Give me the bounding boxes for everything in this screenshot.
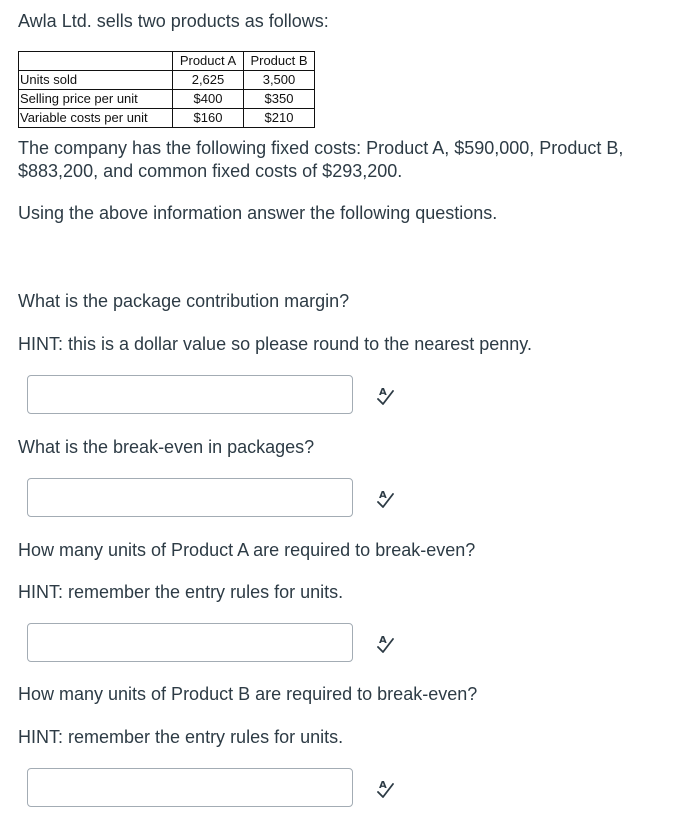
answer-input-4[interactable] [27,768,353,807]
question-3-text: How many units of Product A are required to break-even? [18,540,476,560]
question-3-hint: HINT: remember the entry rules for units. [18,582,344,602]
question-1-text: What is the package contribution margin? [18,291,350,311]
cell-product-b: $350 [244,90,315,109]
answer-input-2[interactable] [27,478,353,517]
answer-input-3[interactable] [27,623,353,662]
fixed-costs-line-2: $883,200, and common fixed costs of $293,200. [18,161,403,181]
cell-product-a: $160 [173,109,244,128]
row-label: Selling price per unit [19,90,173,109]
answer-input-1[interactable] [27,375,353,414]
table-row [19,90,315,109]
table-row [19,71,315,90]
spellcheck-icon[interactable] [374,777,398,801]
table-row [19,109,315,128]
fixed-costs-text [18,137,678,183]
cell-product-a: $400 [173,90,244,109]
intro-text: Awla Ltd. sells two products as follows: [18,11,329,31]
cell-product-b: $210 [244,109,315,128]
svg-text:A: A [379,490,387,501]
row-label: Units sold [19,71,173,90]
svg-text:A: A [379,387,387,398]
fixed-costs-line-1: The company has the following fixed costs: Product A, $590,000, Product B, [18,138,624,158]
cell-product-a: 2,625 [173,71,244,90]
question-4-hint: HINT: remember the entry rules for units. [18,727,344,747]
table-header-row [19,52,315,71]
spellcheck-icon[interactable] [374,487,398,511]
table-header-product-b: Product B [244,52,315,71]
spellcheck-icon[interactable] [374,632,398,656]
instructions-text: Using the above information answer the following questions. [18,203,498,223]
question-1-hint: HINT: this is a dollar value so please round to the nearest penny. [18,334,532,354]
product-table [18,51,315,128]
svg-text:A: A [379,635,387,646]
spellcheck-icon[interactable] [374,384,398,408]
question-2-text: What is the break-even in packages? [18,437,315,457]
svg-text:A: A [379,780,387,791]
cell-product-b: 3,500 [244,71,315,90]
question-4-text: How many units of Product B are required to break-even? [18,684,478,704]
table-header-product-a: Product A [173,52,244,71]
table-header-blank [19,52,173,71]
row-label: Variable costs per unit [19,109,173,128]
